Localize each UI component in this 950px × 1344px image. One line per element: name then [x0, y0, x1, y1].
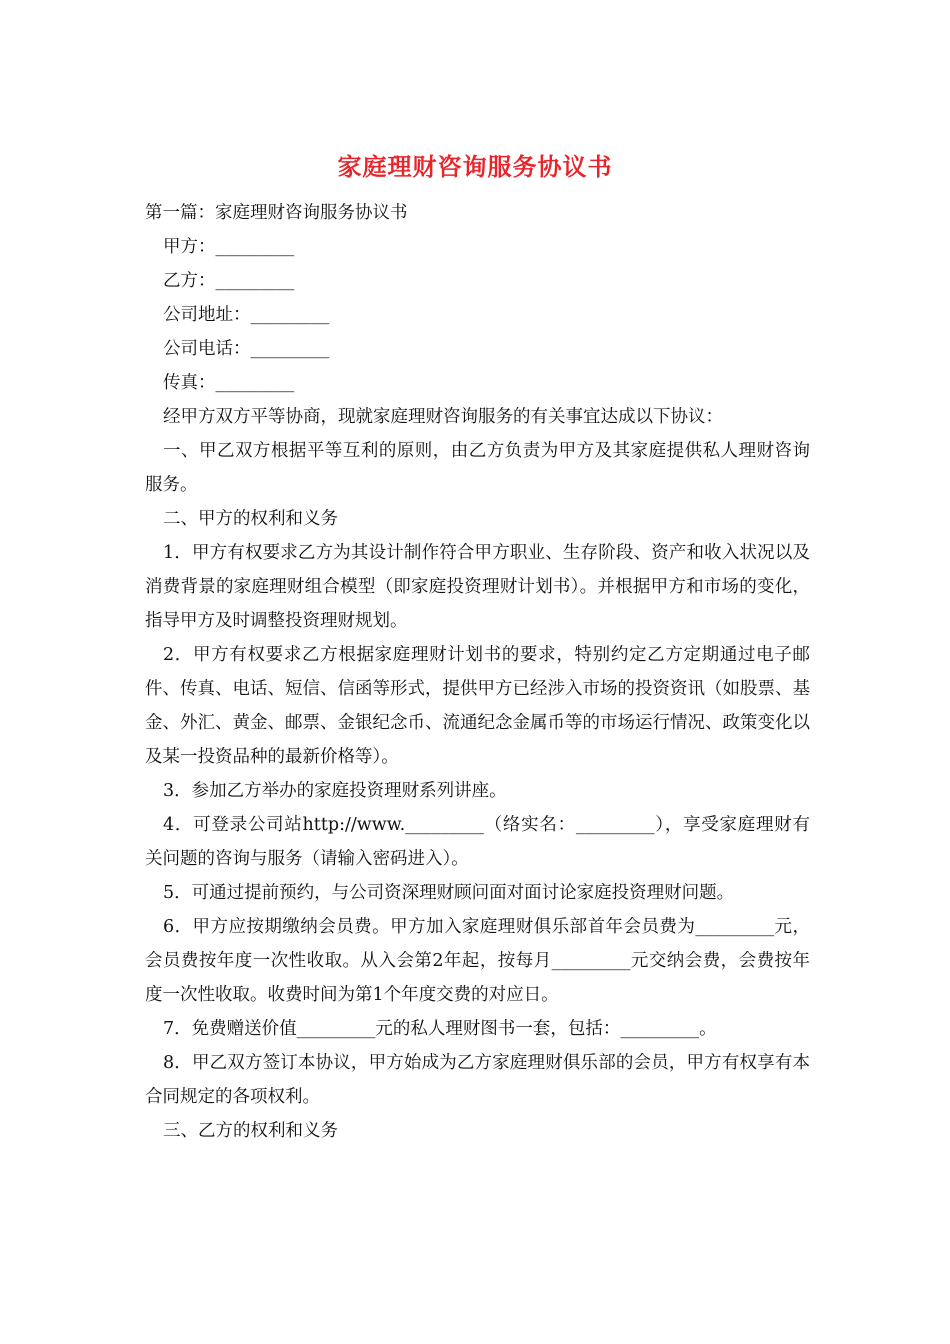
document-body — [145, 196, 810, 1148]
company-phone-field: 公司电话：_________ — [163, 339, 330, 359]
party-b-field: 乙方：_________ — [163, 271, 295, 291]
fax-field: 传真：_________ — [163, 373, 295, 393]
clause-2-item-5: 5．可通过提前预约，与公司资深理财顾问面对面讨论家庭投资理财问题。 — [163, 883, 735, 903]
clause-2-item-6: 6．甲方应按期缴纳会员费。甲方加入家庭理财俱乐部首年会员费为_________元，会员费按年度一次性收取。从入会第2年起，按每月_________元交纳会费，会费按年度一次性收取。收费时间为第1个年度交费的对应日。 — [145, 917, 810, 1005]
section-heading: 第一篇：家庭理财咨询服务协议书 — [145, 203, 408, 223]
clause-2-item-7: 7．免费赠送价值_________元的私人理财图书一套，包括：_________。 — [163, 1019, 717, 1039]
clause-2-heading: 二、甲方的权利和义务 — [163, 509, 338, 529]
document-title: 家庭理财咨询服务协议书 — [337, 152, 613, 181]
clause-2-item-2: 2．甲方有权要求乙方根据家庭理财计划书的要求，特别约定乙方定期通过电子邮件、传真、电话、短信、信函等形式，提供甲方已经涉入市场的投资资讯（如股票、基金、外汇、黄金、邮票、金银纪念币、流通纪念金属币等的市场运行情况、政策变化以及某一投资品种的最新价格等）。 — [145, 645, 810, 767]
clause-2-item-3: 3．参加乙方举办的家庭投资理财系列讲座。 — [163, 781, 507, 801]
clause-3-heading: 三、乙方的权利和义务 — [163, 1121, 338, 1141]
clause-1-paragraph: 一、甲乙双方根据平等互利的原则，由乙方负责为甲方及其家庭提供私人理财咨询服务。 — [145, 441, 810, 495]
clause-2-item-8: 8．甲乙双方签订本协议，甲方始成为乙方家庭理财俱乐部的会员，甲方有权享有本合同规定的各项权利。 — [145, 1053, 810, 1107]
party-a-field: 甲方：_________ — [163, 237, 295, 257]
preamble-paragraph: 经甲方双方平等协商，现就家庭理财咨询服务的有关事宜达成以下协议： — [163, 407, 723, 427]
company-address-field: 公司地址：_________ — [163, 305, 330, 325]
clause-2-item-1: 1．甲方有权要求乙方为其设计制作符合甲方职业、生存阶段、资产和收入状况以及消费背景的家庭理财组合模型（即家庭投资理财计划书）。并根据甲方和市场的变化，指导甲方及时调整投资理财规划。 — [145, 543, 810, 631]
clause-2-item-4: 4．可登录公司站http://www._________（络实名：_________），享受家庭理财有关问题的咨询与服务（请输入密码进入）。 — [145, 815, 810, 869]
